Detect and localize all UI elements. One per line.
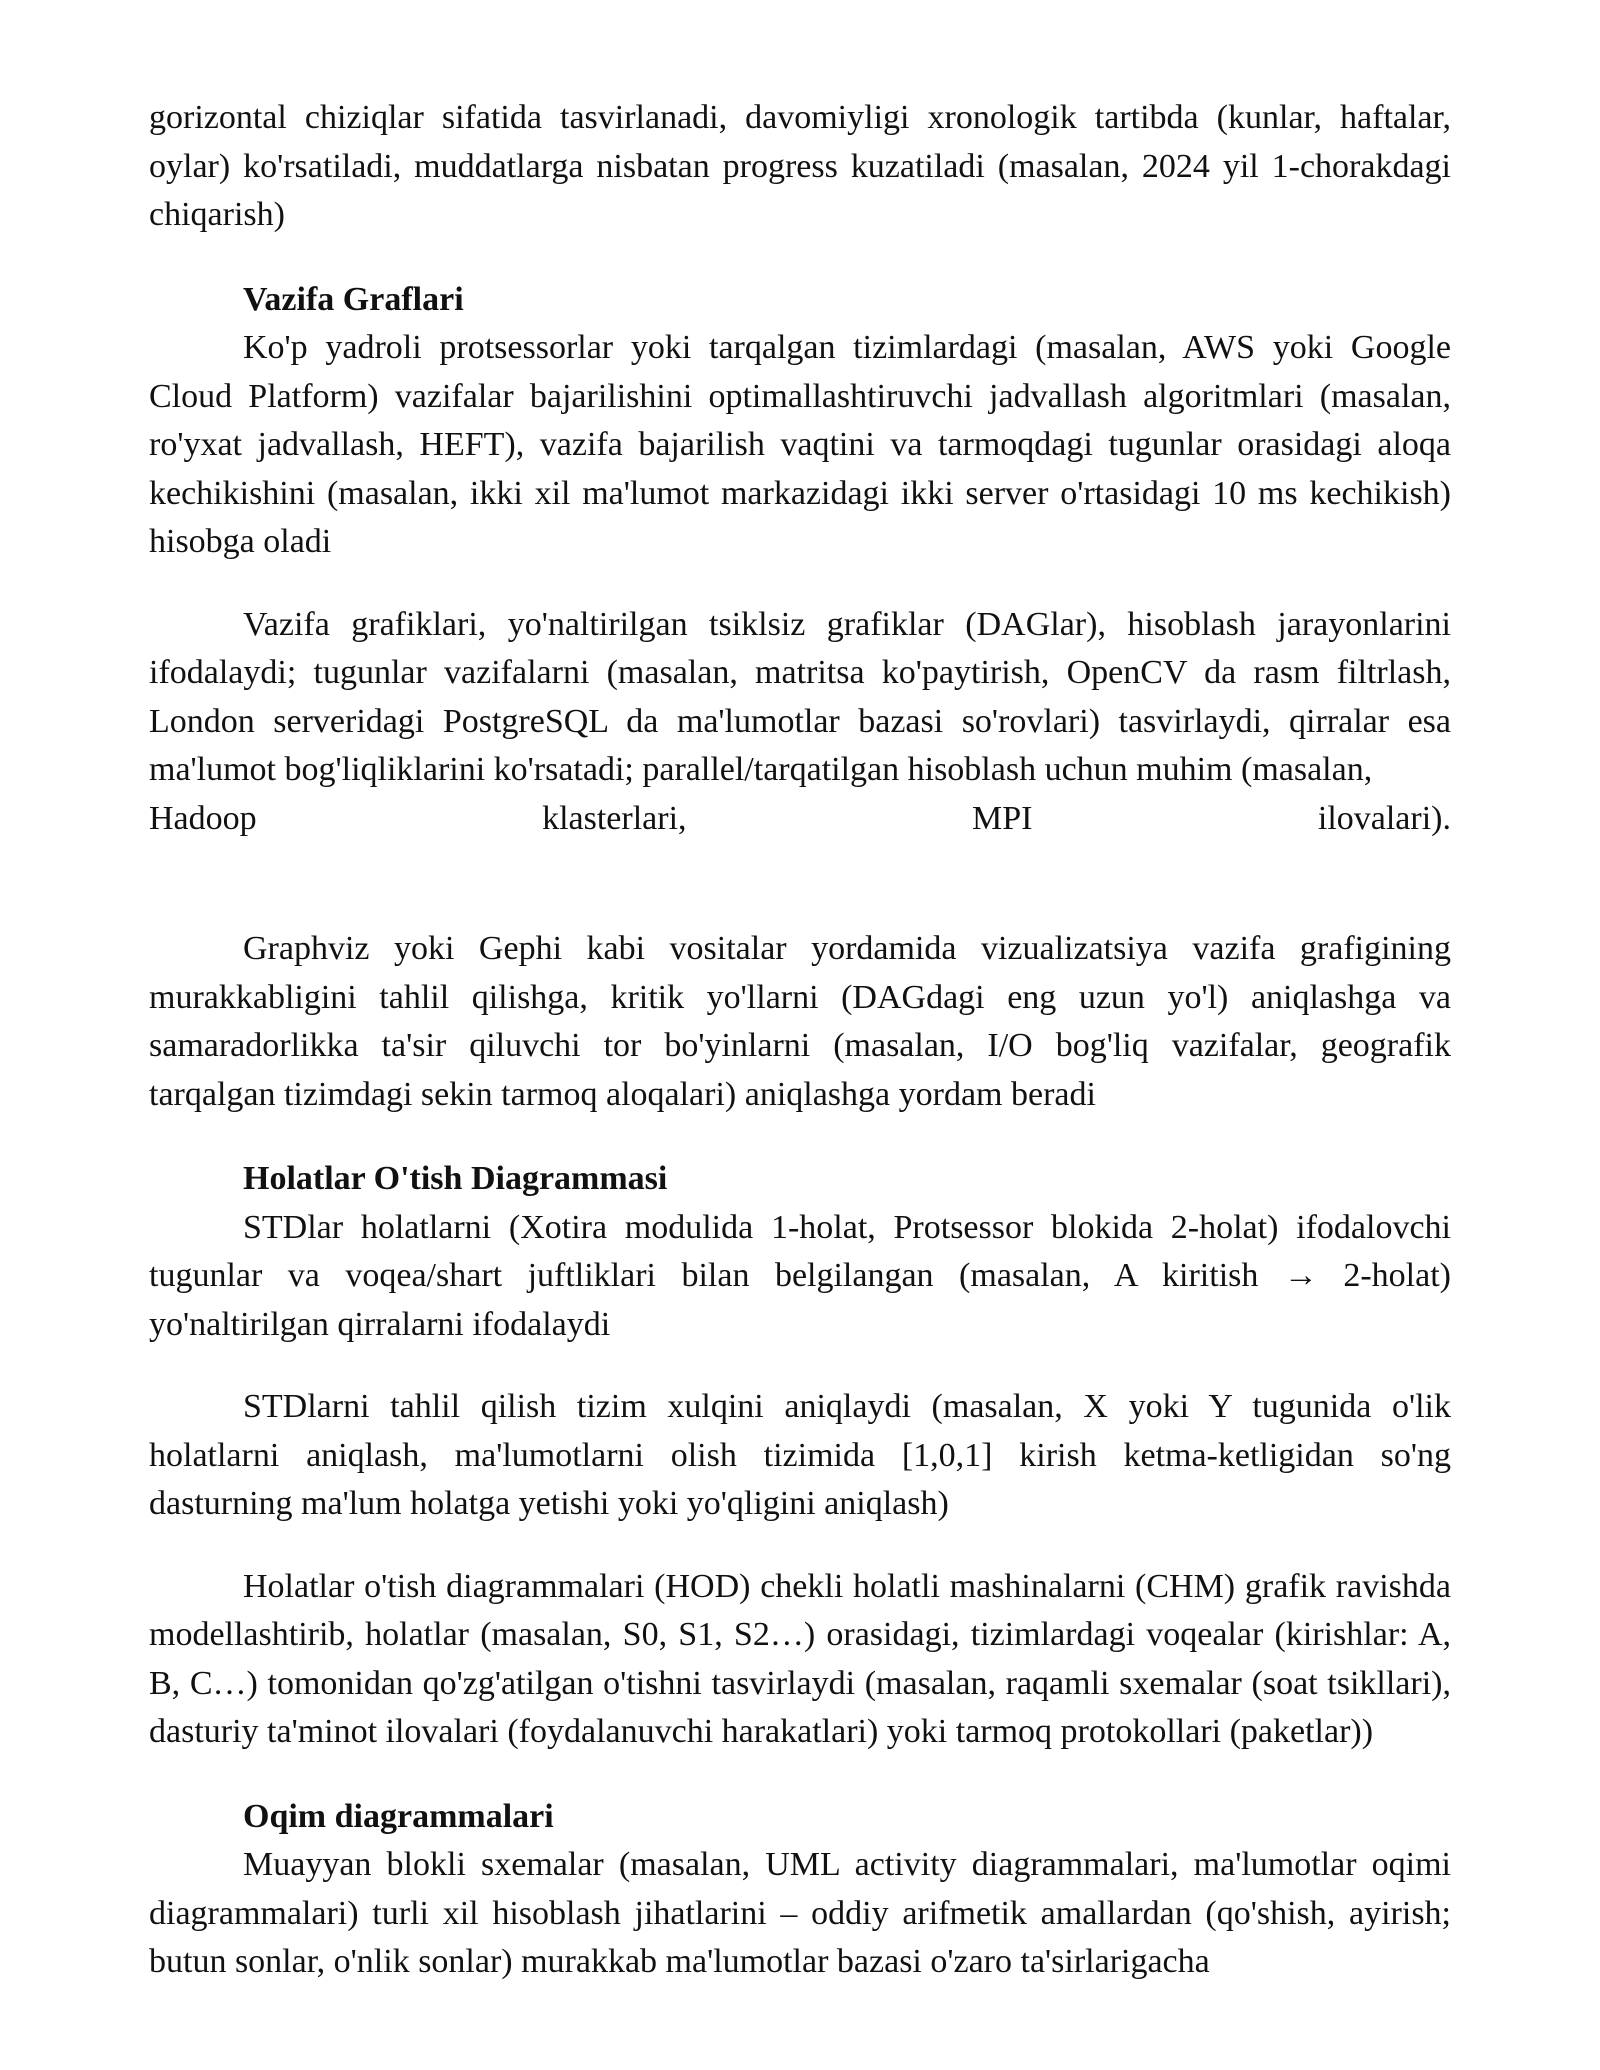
paragraph-holat-1: STDlar holatlarni (Xotira modulida 1-holat, Protsessor blokida 2-holat) ifodalovchi tugunlar va voqea/shart juftliklari bilan belgilangan (masalan, A kiritish → 2-holat) yo'naltirilgan qirralarni ifodalaydi bbox=[149, 1208, 1451, 1343]
heading-oqim-diagrammalari: Oqim diagrammalari bbox=[243, 1797, 554, 1835]
paragraph-vazifa-3: Graphviz yoki Gephi kabi vositalar yordamida vizualizatsiya vazifa grafigining murakkabligini tahlil qilishga, kritik yo'llarni (DAGdagi eng uzun yo'l) aniqlashga va samaradorlikka ta'sir qiluvchi tor bo'yinlarni (masalan, I/O bog'liq vazifalar, geografik tarqalgan tizimdagi sekin tarmoq aloqalari) aniqlashga yordam beradi bbox=[149, 930, 1451, 1113]
paragraph-vazifa-2: Vazifa grafiklari, yo'naltirilgan tsiklsiz grafiklar (DAGlar), hisoblash jarayonlarini ifodalaydi; tugunlar vazifalarni (masalan, matritsa ko'paytirish, OpenCV da rasm filtrlash, London serveridagi PostgreSQL da ma'lumotlar bazasi so'rovlari) tasvirlaydi, qirralar esa ma'lumot bog'liqliklarini ko'rsatadi; parallel/tarqatilgan hisoblash uchun muhim (masalan, bbox=[149, 605, 1451, 788]
paragraph-vazifa-1: Ko'p yadroli protsessorlar yoki tarqalgan tizimlardagi (masalan, AWS yoki Google Cloud Platform) vazifalar bajarilishini optimallashtiruvchi jadvallash algoritmlari (masalan, ro'yxat jadvallash, HEFT), vazifa bajarilish vaqtini va tarmoqdagi tugunlar orasidagi aloqa kechikishini (masalan, ikki xil ma'lumot markazidagi ikki server o'rtasidagi 10 ms kechikish) hisobga oladi bbox=[149, 329, 1451, 560]
paragraph-vazifa-2-block bbox=[149, 601, 1451, 844]
word: Hadoop bbox=[149, 799, 257, 837]
heading-holatlar-otish: Holatlar O'tish Diagrammasi bbox=[243, 1160, 668, 1197]
heading-vazifa-graflari: Vazifa Graflari bbox=[243, 280, 464, 318]
paragraph-intro: gorizontal chiziqlar sifatida tasvirlanadi, davomiyligi xronologik tartibda (kunlar, haftalar, oylar) ko'rsatiladi, muddatlarga nisbatan progress kuzatiladi (masalan, 2024 yil 1-chorakdagi chiqarish) bbox=[149, 99, 1451, 233]
paragraph-holat-3: Holatlar o'tish diagrammalari (HOD) chekli holatli mashinalarni (CHM) grafik ravishda modellashtirib, holatlar (masalan, S0, S1, S2…) orasidagi, tizimlardagi voqealar (kirishlar: A, B, C…) tomonidan qo'zg'atilgan o'tishni tasvirlaydi (masalan, raqamli sxemalar (soat tsikllari), dasturiy ta'minot ilovalari (foydalanuvchi harakatlari) yoki tarmoq protokollari (paketlar)) bbox=[149, 1567, 1451, 1750]
word: ilovalari). bbox=[1317, 799, 1451, 837]
paragraph-oqim-1: Muayyan blokli sxemalar (masalan, UML activity diagrammalari, ma'lumotlar oqimi diagrammalari) turli xil hisoblash jihatlarini – oddiy arifmetik amallardan (qo'shish, ayirish; butun sonlar, o'nlik sonlar) murakkab ma'lumotlar bazasi o'zaro ta'sirlarigacha bbox=[149, 1846, 1451, 1980]
word: klasterlari, bbox=[542, 799, 687, 837]
paragraph-holat-2: STDlarni tahlil qilish tizim xulqini aniqlaydi (masalan, X yoki Y tugunida o'lik holatlarni aniqlash, ma'lumotlarni olish tizimida [1,0,1] kirish ketma-ketligidan so'ng dasturning ma'lum holatga yetishi yoki yo'qligini aniqlash) bbox=[149, 1388, 1451, 1522]
document-page bbox=[149, 94, 1451, 1987]
word: MPI bbox=[971, 799, 1033, 837]
paragraph-vazifa-2-last-line bbox=[149, 795, 1451, 844]
